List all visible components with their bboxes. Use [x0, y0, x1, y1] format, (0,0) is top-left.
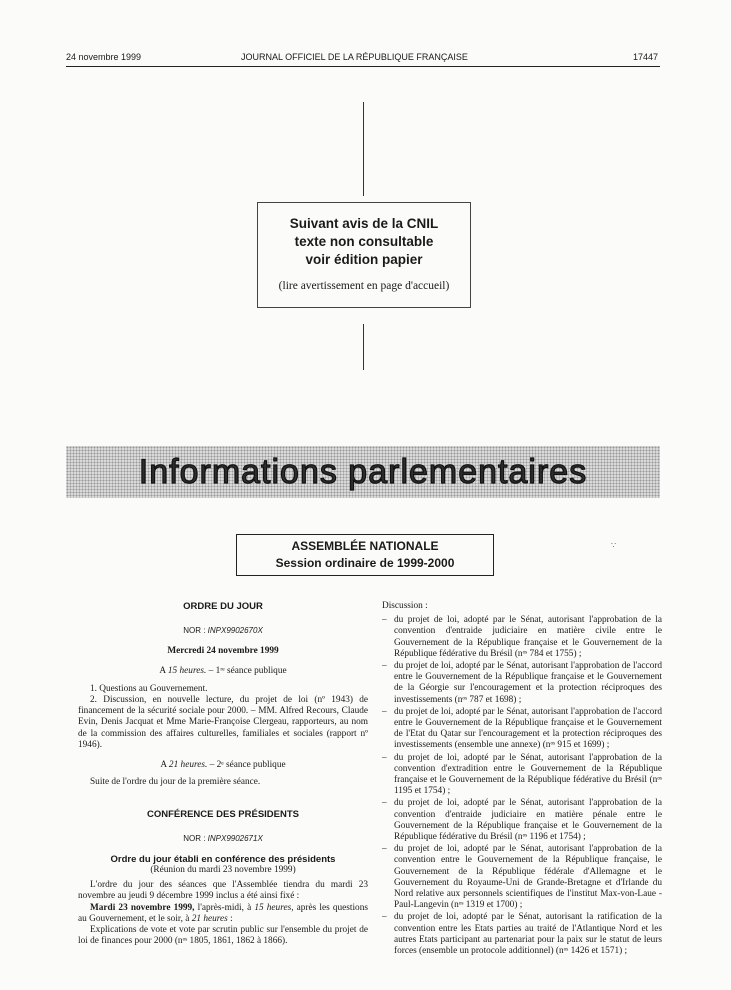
section-title: Informations parlementaires	[138, 453, 588, 491]
cnil-note: (lire avertissement en page d'accueil)	[278, 280, 450, 292]
header-rule	[66, 66, 660, 67]
discussion-item	[382, 615, 662, 660]
cnil-line-2: texte non consultable	[294, 234, 434, 249]
assembly-name: ASSEMBLÉE NATIONALE	[291, 539, 439, 553]
discussion-item-text: du projet de loi, adopté par le Sénat, autorisant l'approbation de l'accord entre le Gouvernement de la République française et le Gouvernement de l'Etat du Qatar sur l'encouragement et la protection réciproques des investissements (ensemble une annexe) (nᵒˢ 915 et 1699) ;	[394, 706, 662, 751]
discussion-label: Discussion :	[382, 601, 428, 611]
discussion-item	[382, 912, 662, 957]
conference-heading: CONFÉRENCE DES PRÉSIDENTS	[146, 809, 300, 821]
dash-bullet: –	[382, 844, 387, 855]
suite-text: Suite de l'ordre du jour de la première séance.	[90, 777, 261, 788]
right-column	[382, 601, 662, 958]
cnil-line-3: voir édition papier	[305, 252, 423, 267]
discussion-item-text: du projet de loi, adopté par le Sénat, autorisant l'approbation de la convention d'extradition entre le Gouvernement de la République française et le Gouvernement de la République fédérative du Brésil (nᵒˢ 1195 et 1754) ;	[394, 752, 662, 797]
discussion-item-text: du projet de loi, adopté par le Sénat, autorisant l'approbation de l'accord entre le Gouvernement de la République française et le Gouvernement de la Géorgie sur l'encouragement et la protection réciproques des investissements (nᵒˢ 787 et 1698) ;	[394, 661, 662, 705]
discussion-item	[382, 753, 662, 798]
paragraph-3: Explications de vote et vote par scrutin public sur l'ensemble du projet de loi de finances pour 2000 (nᵒˢ 1805, 1861, 1862 à 1866).	[78, 925, 368, 947]
left-column	[78, 601, 368, 947]
scan-speck: ∵	[611, 541, 617, 550]
dash-bullet: –	[382, 661, 387, 672]
seance-2-heading: A 21 heures. – 2ᵉ séance publique	[160, 760, 286, 771]
bottom-vertical-rule	[363, 324, 364, 370]
discussion-item	[382, 661, 662, 706]
dash-bullet: –	[382, 798, 387, 809]
dash-bullet: –	[382, 912, 387, 923]
session-label: Session ordinaire de 1999-2000	[275, 556, 455, 570]
dash-bullet: –	[382, 706, 387, 717]
paragraph-1: L'ordre du jour des séances que l'Assemblée tiendra du mardi 23 novembre au jeudi 9 décembre 1999 inclus a été ainsi fixé :	[78, 880, 368, 902]
agenda-item-2: 2. Discussion, en nouvelle lecture, du projet de loi (nº 1943) de financement de la sécurité sociale pour 2000. – MM. Alfred Recours, Claude Evin, Denis Jacquat et Mme Marie-Françoise Clergeau, rapporteurs, au nom de la commission des affaires culturelles, familiales et sociales (rapport nº 1946).	[78, 695, 368, 750]
discussion-item-text: du projet de loi, adopté par le Sénat, autorisant l'approbation de la convention d'entraide judiciaire en matière civile entre le Gouvernement de la République française et le Gouvernement de la République fédérative du Brésil (nᵒˢ 784 et 1755) ;	[394, 615, 662, 659]
header-journal-title: JOURNAL OFFICIEL DE LA RÉPUBLIQUE FRANÇAISE	[241, 52, 468, 62]
date-heading: Mercredi 24 novembre 1999	[167, 646, 279, 657]
discussion-item-text: du projet de loi, adopté par le Sénat, autorisant l'approbation de la convention d'entraide judiciaire en matière pénale entre le Gouvernement de la République française et le Gouvernement de la République fédérative du Brésil (nᵒˢ 1196 et 1754) ;	[394, 798, 662, 843]
cnil-line-1: Suivant avis de la CNIL	[289, 216, 439, 231]
nor-reference-2: NOR : INPX9902671X	[183, 833, 263, 843]
discussion-item-text: du projet de loi, adopté par le Sénat, autorisant l'approbation de la convention entre le Gouvernement de la République française, le Gouvernement de la République fédérale d'Allemagne et le Gouvernement du Royaume-Uni de Grande-Bretagne et d'Irlande du Nord relative aux personnels scientifiques de l'institut Max-von-Laue - Paul-Langevin (nᵒˢ 1319 et 1700) ;	[394, 844, 662, 911]
ordre-etabli-heading: Ordre du jour établi en conférence des présidents	[110, 853, 336, 865]
discussion-item	[382, 844, 662, 911]
dash-bullet: –	[382, 752, 387, 763]
discussion-item	[382, 798, 662, 843]
reunion-date: (Réunion du mardi 23 novembre 1999)	[150, 865, 296, 876]
discussion-item-text: du projet de loi, adopté par le Sénat, autorisant la ratification de la convention entre les Etats parties au traité de l'Atlantique Nord et les autres Etats participant au partenariat pour la paix sur le statut de leurs forces (ensemble un protocole additionnel) (nᵒˢ 1426 et 1571) ;	[394, 912, 662, 957]
section-title-band	[66, 446, 660, 498]
assembly-box	[236, 534, 494, 576]
cnil-notice-box	[257, 202, 471, 308]
top-vertical-rule	[363, 102, 364, 196]
discussion-list	[382, 615, 662, 957]
ordre-du-jour-heading: ORDRE DU JOUR	[183, 601, 263, 612]
paragraph-mardi: Mardi 23 novembre 1999, l'après-midi, à 15 heures, après les questions au Gouvernement, et le soir, à 21 heures :	[78, 902, 368, 924]
agenda-item-1: 1. Questions au Gouvernement.	[90, 683, 208, 694]
header-page-number: 17447	[633, 52, 659, 62]
nor-reference-1: NOR : INPX9902670X	[183, 626, 263, 636]
discussion-item	[382, 707, 662, 752]
dash-bullet: –	[382, 615, 387, 626]
header-date: 24 novembre 1999	[66, 52, 142, 62]
seance-1-heading: A 15 heures. – 1ʳᵉ séance publique	[159, 665, 287, 676]
